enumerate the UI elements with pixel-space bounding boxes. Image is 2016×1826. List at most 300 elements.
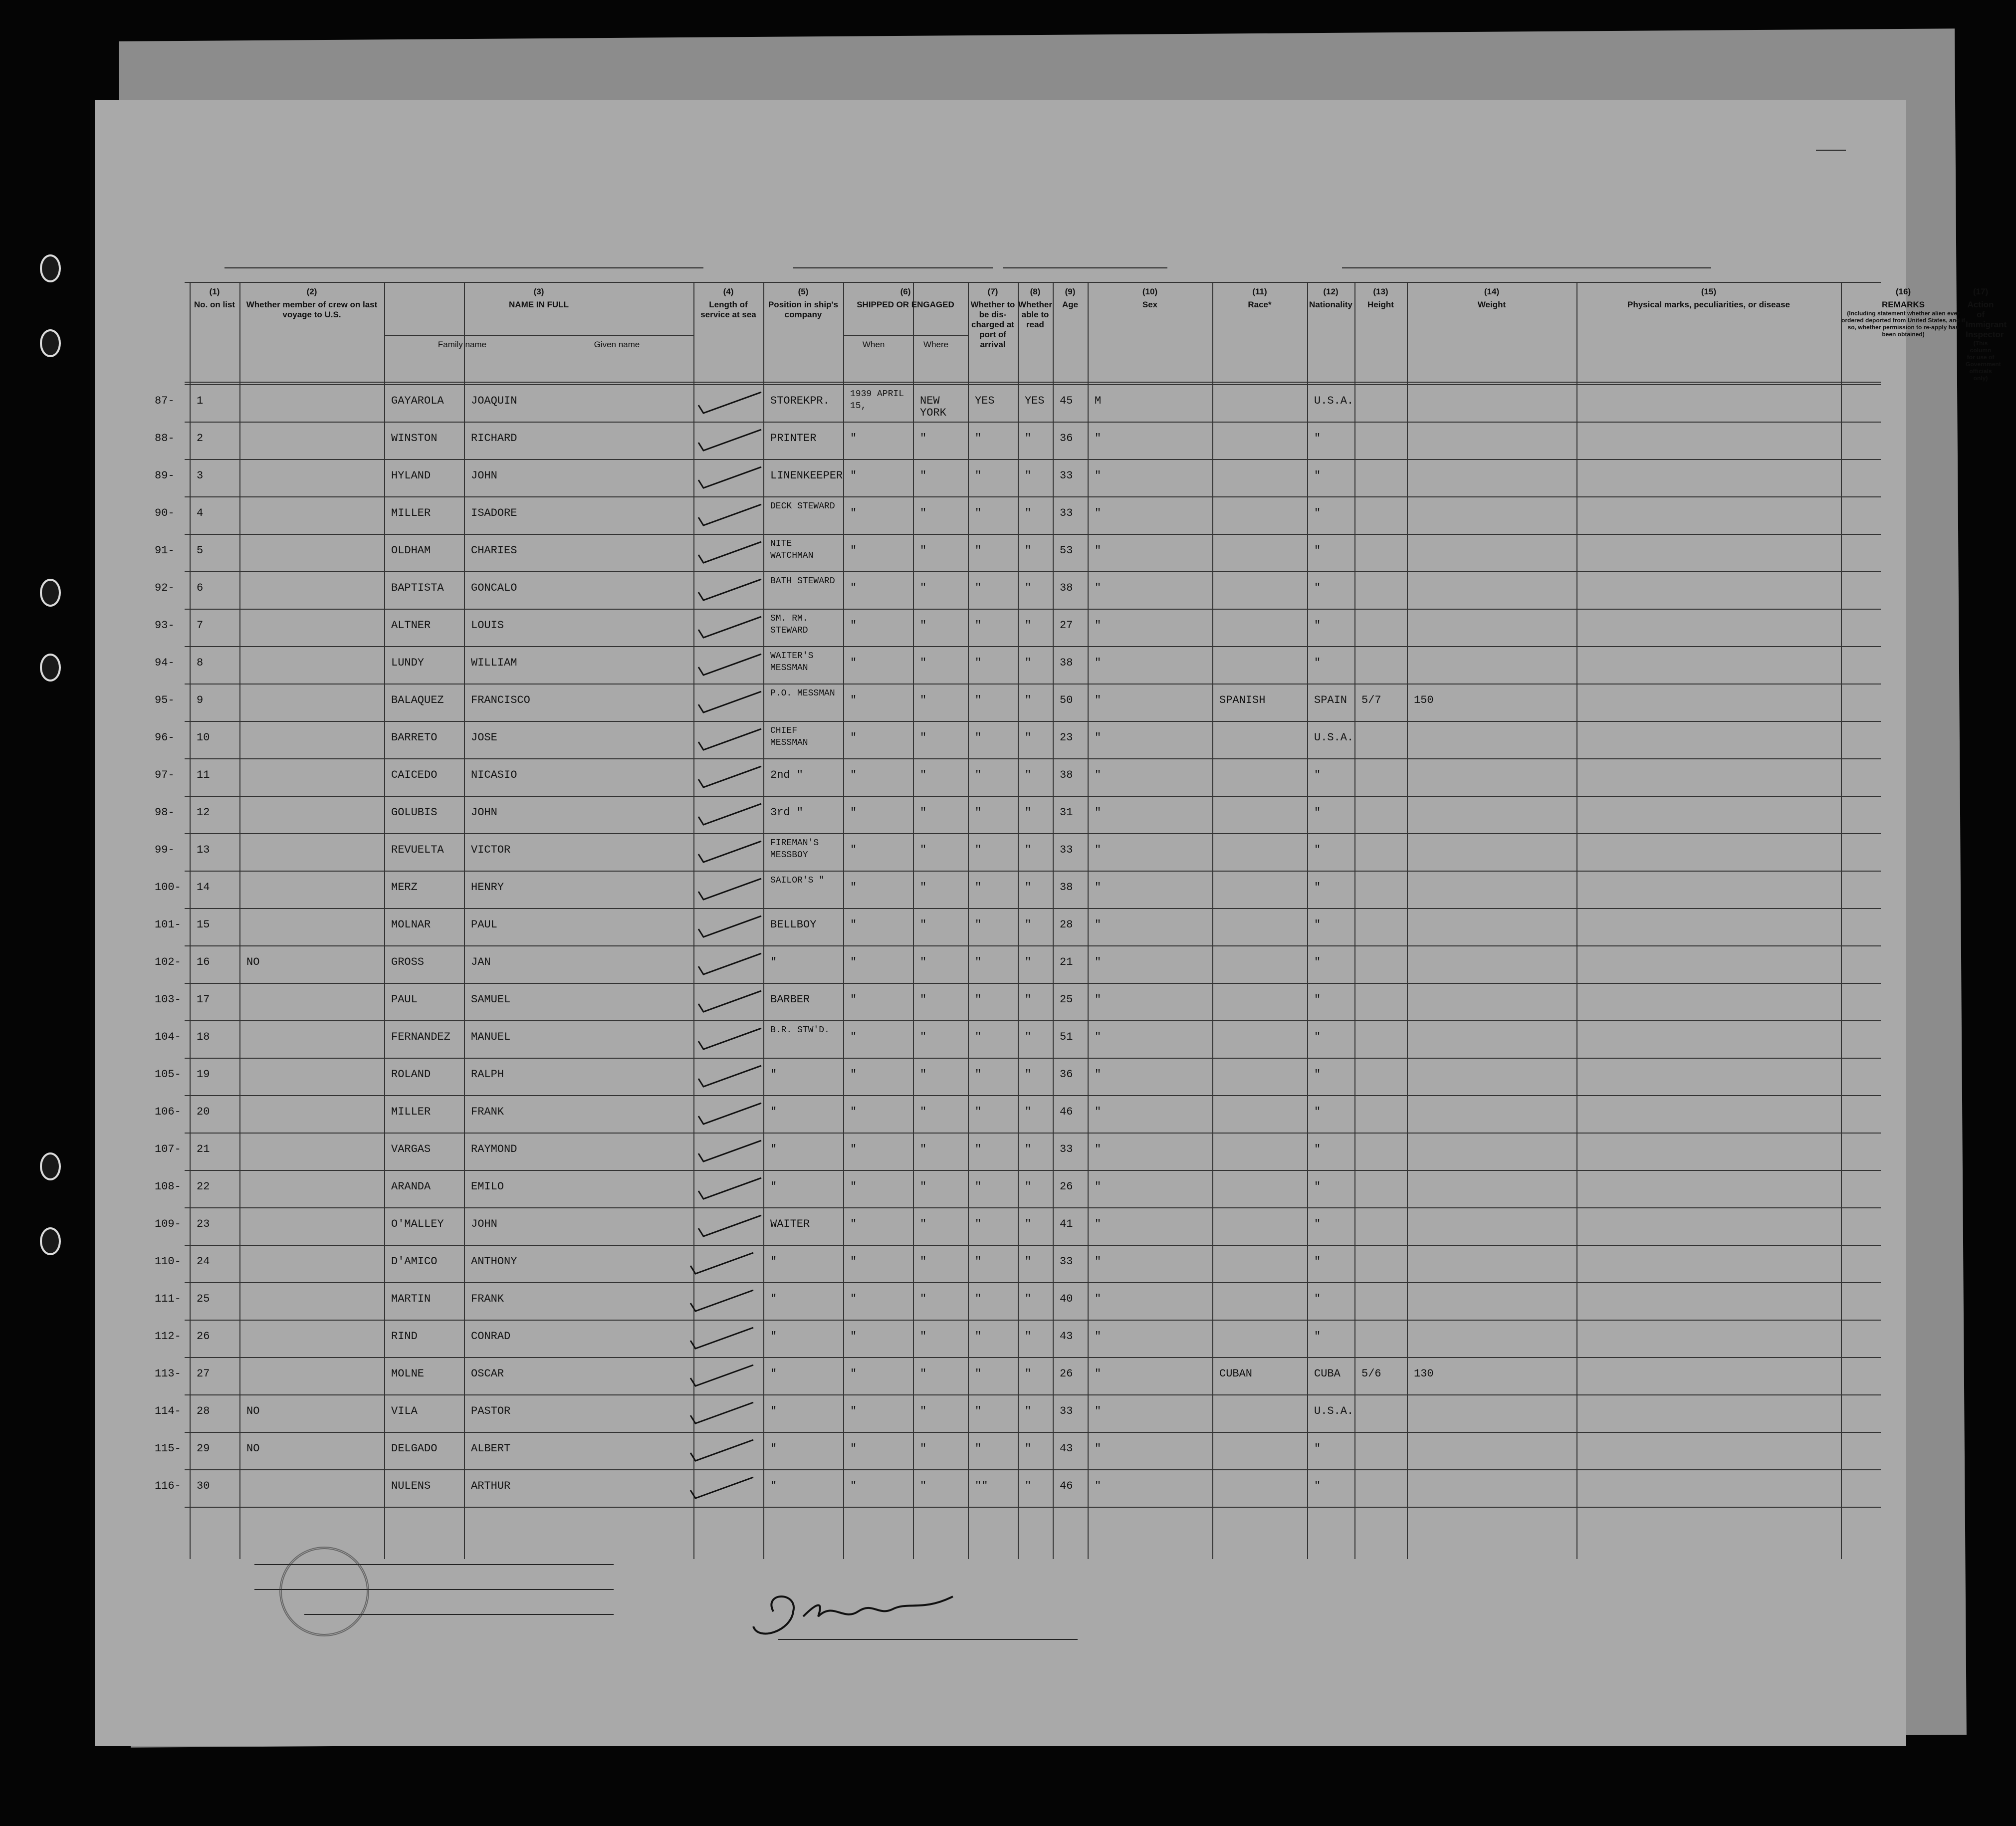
cell-sex: " — [1095, 918, 1102, 931]
cell-nat: " — [1314, 844, 1321, 856]
column-number: (5) — [798, 287, 809, 296]
cell-read: " — [1025, 1255, 1032, 1268]
cell-sex: " — [1095, 1068, 1102, 1081]
cell-nat: " — [1314, 918, 1321, 931]
cell-pos: PRINTER — [770, 432, 817, 445]
column-header — [693, 287, 763, 320]
cell-nat: " — [1314, 1106, 1321, 1118]
cell-disch: " — [975, 582, 982, 594]
cell-when: " — [850, 1218, 857, 1230]
cell-where: " — [920, 432, 927, 445]
cell-given: EMILO — [471, 1180, 504, 1193]
cell-nat: " — [1314, 507, 1321, 519]
cell-read: " — [1025, 1480, 1032, 1492]
row-rule — [185, 1207, 1881, 1208]
cell-sex: " — [1095, 1218, 1102, 1230]
column-rule — [913, 282, 914, 1559]
cell-when: " — [850, 881, 857, 894]
column-number: (7) — [987, 287, 998, 296]
cell-where: " — [920, 1480, 927, 1492]
cell-where: " — [920, 918, 927, 931]
cell-given: JAN — [471, 956, 491, 968]
cell-ref: 91- — [155, 544, 175, 557]
cell-pos: 2nd " — [770, 769, 804, 781]
cell-race: SPANISH — [1219, 694, 1266, 706]
cell-given: JOAQUIN — [471, 395, 517, 407]
cell-age: 23 — [1060, 731, 1073, 744]
row-rule — [185, 282, 1881, 283]
row-rule — [185, 1095, 1881, 1096]
cell-when: 1939 APRIL 15, — [850, 389, 904, 411]
cell-age: 38 — [1060, 769, 1073, 781]
check-mark — [691, 986, 766, 1016]
cell-disch: " — [975, 1330, 982, 1343]
cell-given: ARTHUR — [471, 1480, 511, 1492]
cell-age: 50 — [1060, 694, 1073, 706]
cell-no: 21 — [197, 1143, 210, 1155]
row-rule — [185, 1320, 1881, 1321]
cell-c2: NO — [246, 1405, 260, 1417]
cell-read: " — [1025, 1442, 1032, 1455]
cell-nat: " — [1314, 619, 1321, 632]
cell-disch: " — [975, 881, 982, 894]
cell-sex: " — [1095, 582, 1102, 594]
cell-age: 28 — [1060, 918, 1073, 931]
cell-age: 26 — [1060, 1180, 1073, 1193]
cell-sex: " — [1095, 956, 1102, 968]
cell-family: ROLAND — [391, 1068, 431, 1081]
cell-disch: " — [975, 1442, 982, 1455]
cell-when: " — [850, 1293, 857, 1305]
cell-family: MOLNE — [391, 1368, 425, 1380]
cell-where: " — [920, 619, 927, 632]
cell-given: FRANK — [471, 1106, 504, 1118]
row-rule — [185, 1432, 1881, 1433]
cell-where: " — [920, 694, 927, 706]
cell-disch: " — [975, 694, 982, 706]
cell-age: 41 — [1060, 1218, 1073, 1230]
cell-no: 3 — [197, 469, 204, 482]
cell-sex: " — [1095, 993, 1102, 1006]
cell-sex: " — [1095, 1480, 1102, 1492]
cell-read: " — [1025, 1106, 1032, 1118]
column-rule — [1841, 282, 1842, 1559]
column-header — [968, 287, 1018, 350]
column-header — [1212, 287, 1307, 310]
cell-nat: " — [1314, 881, 1321, 894]
cell-when: " — [850, 544, 857, 557]
cell-ref: 114- — [155, 1405, 181, 1417]
cell-no: 19 — [197, 1068, 210, 1081]
cell-where: " — [920, 1218, 927, 1230]
cell-ref: 92- — [155, 582, 175, 594]
cell-given: JOSE — [471, 731, 497, 744]
cell-nat: " — [1314, 582, 1321, 594]
column-number: (6) — [900, 287, 911, 296]
cell-disch: " — [975, 769, 982, 781]
cell-no: 18 — [197, 1031, 210, 1043]
cell-no: 13 — [197, 844, 210, 856]
row-rule — [185, 422, 1881, 423]
column-label: Race* — [1248, 300, 1272, 309]
cell-sex: " — [1095, 619, 1102, 632]
column-header — [763, 287, 843, 320]
column-rule — [464, 282, 465, 1559]
check-mark — [691, 686, 766, 716]
column-header — [384, 287, 693, 350]
column-rule — [843, 282, 844, 1559]
column-number: (14) — [1484, 287, 1500, 296]
cell-age: 40 — [1060, 1293, 1073, 1305]
cell-nat: " — [1314, 1480, 1321, 1492]
cell-when: " — [850, 1068, 857, 1081]
cell-disch: " — [975, 1031, 982, 1043]
cell-sex: " — [1095, 806, 1102, 819]
column-label: REMARKS — [1882, 300, 1925, 309]
row-rule — [185, 1133, 1881, 1134]
column-number: (3) — [533, 287, 544, 296]
binder-hole — [40, 1152, 61, 1180]
cell-read: " — [1025, 881, 1032, 894]
cell-where: " — [920, 1368, 927, 1380]
column-number: (10) — [1142, 287, 1158, 296]
cell-age: 33 — [1060, 1143, 1073, 1155]
cell-sex: " — [1095, 469, 1102, 482]
cell-ref: 97- — [155, 769, 175, 781]
cell-sex: " — [1095, 769, 1102, 781]
column-number: (12) — [1323, 287, 1339, 296]
cell-family: GOLUBIS — [391, 806, 438, 819]
cell-where: " — [920, 657, 927, 669]
column-number: (9) — [1065, 287, 1076, 296]
crew-table — [145, 282, 2007, 1559]
column-label: Whether member of crew on last voyage to U.S. — [246, 300, 378, 319]
cell-disch: " — [975, 544, 982, 557]
cell-ref: 101- — [155, 918, 181, 931]
check-mark — [691, 649, 766, 679]
cell-given: ANTHONY — [471, 1255, 517, 1268]
cell-family: OLDHAM — [391, 544, 431, 557]
cell-where: " — [920, 1293, 927, 1305]
check-mark — [683, 1323, 758, 1353]
cell-nat: " — [1314, 1330, 1321, 1343]
cell-where: " — [920, 731, 927, 744]
cell-family: MOLNAR — [391, 918, 431, 931]
cell-ref: 88- — [155, 432, 175, 445]
cell-when: " — [850, 1480, 857, 1492]
cell-disch: " — [975, 619, 982, 632]
cell-where: " — [920, 1106, 927, 1118]
column-number: (1) — [209, 287, 220, 296]
cell-pos: " — [770, 1106, 777, 1118]
cell-given: ISADORE — [471, 507, 517, 519]
cell-sex: " — [1095, 1293, 1102, 1305]
cell-age: 43 — [1060, 1442, 1073, 1455]
cell-pos: " — [770, 956, 777, 968]
cell-when: " — [850, 657, 857, 669]
row-rule — [185, 496, 1881, 497]
check-mark — [691, 948, 766, 978]
cell-where: " — [920, 956, 927, 968]
cell-family: ALTNER — [391, 619, 431, 632]
cell-sex: " — [1095, 1255, 1102, 1268]
cell-sex: " — [1095, 1180, 1102, 1193]
column-label: Weight — [1477, 300, 1506, 309]
column-number: (16) — [1895, 287, 1911, 296]
cell-pos: P.O. MESSMAN — [770, 688, 835, 698]
cell-where: " — [920, 1143, 927, 1155]
cell-family: BARRETO — [391, 731, 438, 744]
column-subheader: Where — [923, 340, 949, 349]
column-rule — [1018, 282, 1019, 1559]
cell-family: BAPTISTA — [391, 582, 444, 594]
row-rule — [185, 1170, 1881, 1171]
cell-nat: U.S.A. — [1314, 395, 1354, 407]
column-rule — [1088, 282, 1089, 1559]
cell-nat: " — [1314, 1143, 1321, 1155]
cell-disch: " — [975, 1068, 982, 1081]
cell-family: ARANDA — [391, 1180, 431, 1193]
cell-family: LUNDY — [391, 657, 425, 669]
check-mark — [683, 1285, 758, 1315]
check-mark — [691, 1210, 766, 1240]
column-header — [843, 287, 968, 350]
cell-no: 8 — [197, 657, 204, 669]
sheet-number — [1809, 135, 1846, 150]
cell-where: " — [920, 582, 927, 594]
column-label: SHIPPED OR ENGAGED — [857, 300, 954, 309]
cell-read: " — [1025, 544, 1032, 557]
cell-no: 26 — [197, 1330, 210, 1343]
cell-read: " — [1025, 1368, 1032, 1380]
check-mark — [691, 1173, 766, 1203]
cell-wt: 150 — [1414, 694, 1434, 706]
cell-ref: 107- — [155, 1143, 181, 1155]
cell-read: " — [1025, 844, 1032, 856]
cell-age: 33 — [1060, 1255, 1073, 1268]
cell-disch: YES — [975, 395, 995, 407]
cell-no: 20 — [197, 1106, 210, 1118]
cell-read: " — [1025, 619, 1032, 632]
cell-no: 12 — [197, 806, 210, 819]
cell-given: RALPH — [471, 1068, 504, 1081]
cell-read: " — [1025, 1180, 1032, 1193]
cell-no: 1 — [197, 395, 204, 407]
cell-no: 17 — [197, 993, 210, 1006]
check-mark — [691, 1061, 766, 1091]
cell-read: " — [1025, 731, 1032, 744]
vessel-line — [125, 248, 1876, 270]
column-label: Action of Immigrant Inspector — [1966, 300, 2007, 339]
cell-nat: " — [1314, 1442, 1321, 1455]
column-header — [1018, 287, 1053, 330]
row-rule — [185, 1020, 1881, 1021]
cell-given: ALBERT — [471, 1442, 511, 1455]
cell-sex: " — [1095, 1106, 1102, 1118]
check-mark — [691, 499, 766, 529]
cell-disch: " — [975, 469, 982, 482]
cell-sex: " — [1095, 1405, 1102, 1417]
cell-c2: NO — [246, 956, 260, 968]
cell-age: 26 — [1060, 1368, 1073, 1380]
cell-pos: SM. RM. STEWARD — [770, 614, 808, 636]
row-rule — [185, 1507, 1881, 1508]
cell-when: " — [850, 582, 857, 594]
column-label: Length of service at sea — [700, 300, 756, 319]
cell-ref: 94- — [155, 657, 175, 669]
cell-sex: " — [1095, 1442, 1102, 1455]
cell-nat: " — [1314, 657, 1321, 669]
row-rule — [185, 571, 1881, 572]
cell-disch: " — [975, 1180, 982, 1193]
cell-where: " — [920, 1031, 927, 1043]
cell-pos: 3rd " — [770, 806, 804, 819]
cell-family: MERZ — [391, 881, 418, 894]
cell-read: " — [1025, 1405, 1032, 1417]
check-mark — [691, 911, 766, 941]
cell-age: 31 — [1060, 806, 1073, 819]
cell-race: CUBAN — [1219, 1368, 1253, 1380]
cell-family: VILA — [391, 1405, 418, 1417]
cell-given: CONRAD — [471, 1330, 511, 1343]
cell-when: " — [850, 993, 857, 1006]
cell-age: 33 — [1060, 1405, 1073, 1417]
cell-read: " — [1025, 1218, 1032, 1230]
binder-hole — [40, 329, 61, 357]
column-header — [1966, 287, 2007, 382]
cell-no: 11 — [197, 769, 210, 781]
cell-family: BALAQUEZ — [391, 694, 444, 706]
cell-given: LOUIS — [471, 619, 504, 632]
cell-nat: " — [1314, 993, 1321, 1006]
cell-read: " — [1025, 956, 1032, 968]
column-header — [1841, 287, 1966, 338]
cell-given: JOHN — [471, 806, 497, 819]
cell-sex: " — [1095, 657, 1102, 669]
cell-given: FRANK — [471, 1293, 504, 1305]
column-label: Age — [1062, 300, 1079, 309]
cell-ref: 116- — [155, 1480, 181, 1492]
cell-sex: " — [1095, 694, 1102, 706]
cell-given: PAUL — [471, 918, 497, 931]
cell-no: 15 — [197, 918, 210, 931]
cell-age: 38 — [1060, 582, 1073, 594]
column-header — [1088, 287, 1212, 310]
column-rule — [239, 282, 240, 1559]
row-rule — [185, 1469, 1881, 1470]
cell-given: HENRY — [471, 881, 504, 894]
cell-sex: " — [1095, 1031, 1102, 1043]
cell-age: 46 — [1060, 1106, 1073, 1118]
row-rule — [185, 721, 1881, 722]
cell-pos: " — [770, 1442, 777, 1455]
column-header — [1576, 287, 1841, 310]
row-rule — [185, 1282, 1881, 1283]
cell-nat: " — [1314, 544, 1321, 557]
cell-when: " — [850, 694, 857, 706]
cell-disch: " — [975, 507, 982, 519]
cell-pos: BELLBOY — [770, 918, 817, 931]
check-mark — [683, 1472, 758, 1502]
cell-given: MANUEL — [471, 1031, 511, 1043]
cell-where: " — [920, 544, 927, 557]
cell-given: WILLIAM — [471, 657, 517, 669]
cell-pos: LINENKEEPER — [770, 469, 843, 482]
cell-sex: " — [1095, 544, 1102, 557]
cell-sex: " — [1095, 507, 1102, 519]
cell-when: " — [850, 507, 857, 519]
cell-disch: " — [975, 1218, 982, 1230]
cell-nat: " — [1314, 1068, 1321, 1081]
cell-pos: BATH STEWARD — [770, 576, 835, 586]
cell-disch: " — [975, 806, 982, 819]
cell-when: " — [850, 1368, 857, 1380]
cell-family: HYLAND — [391, 469, 431, 482]
column-header — [1354, 287, 1407, 310]
cell-where: " — [920, 993, 927, 1006]
cell-disch: " — [975, 956, 982, 968]
column-number: (13) — [1373, 287, 1388, 296]
cell-family: FERNANDEZ — [391, 1031, 450, 1043]
cell-disch: " — [975, 1255, 982, 1268]
column-label: Sex — [1142, 300, 1158, 309]
cell-disch: " — [975, 432, 982, 445]
cell-ref: 100- — [155, 881, 181, 894]
check-mark — [691, 462, 766, 492]
cell-when: " — [850, 731, 857, 744]
cell-family: REVUELTA — [391, 844, 444, 856]
column-label: Whether to be dis-charged at port of arrival — [970, 300, 1015, 349]
cell-pos: " — [770, 1255, 777, 1268]
column-note: (Including statement whether alien ever ordered deported from United States, and if so, whether permission to re-apply has been obtained) — [1841, 310, 1966, 338]
cell-ref: 108- — [155, 1180, 181, 1193]
column-label: Whether able to read — [1018, 300, 1052, 329]
check-mark — [691, 874, 766, 904]
cell-given: PASTOR — [471, 1405, 511, 1417]
cell-disch: " — [975, 657, 982, 669]
cell-pos: DECK STEWARD — [770, 501, 835, 511]
inspector-signature — [743, 1582, 1043, 1646]
cell-nat: " — [1314, 1180, 1321, 1193]
cell-when: " — [850, 1442, 857, 1455]
check-mark — [691, 1098, 766, 1128]
column-subheader: When — [862, 340, 885, 349]
cell-read: " — [1025, 1330, 1032, 1343]
row-rule — [185, 871, 1881, 872]
cell-no: 2 — [197, 432, 204, 445]
cell-ref: 99- — [155, 844, 175, 856]
cell-given: JOHN — [471, 469, 497, 482]
check-mark — [691, 799, 766, 829]
check-mark — [691, 387, 766, 417]
port-stamp — [279, 1547, 369, 1636]
cell-where: " — [920, 1330, 927, 1343]
cell-when: " — [850, 619, 857, 632]
check-mark — [683, 1435, 758, 1465]
check-mark — [691, 1023, 766, 1053]
cell-where: " — [920, 769, 927, 781]
cell-age: 36 — [1060, 432, 1073, 445]
row-rule — [185, 609, 1881, 610]
check-mark — [683, 1360, 758, 1390]
cell-given: RICHARD — [471, 432, 517, 445]
cell-read: " — [1025, 432, 1032, 445]
cell-where: " — [920, 507, 927, 519]
cell-pos: " — [770, 1405, 777, 1417]
column-label: No. on list — [194, 300, 235, 309]
cell-age: 21 — [1060, 956, 1073, 968]
cell-disch: " — [975, 731, 982, 744]
